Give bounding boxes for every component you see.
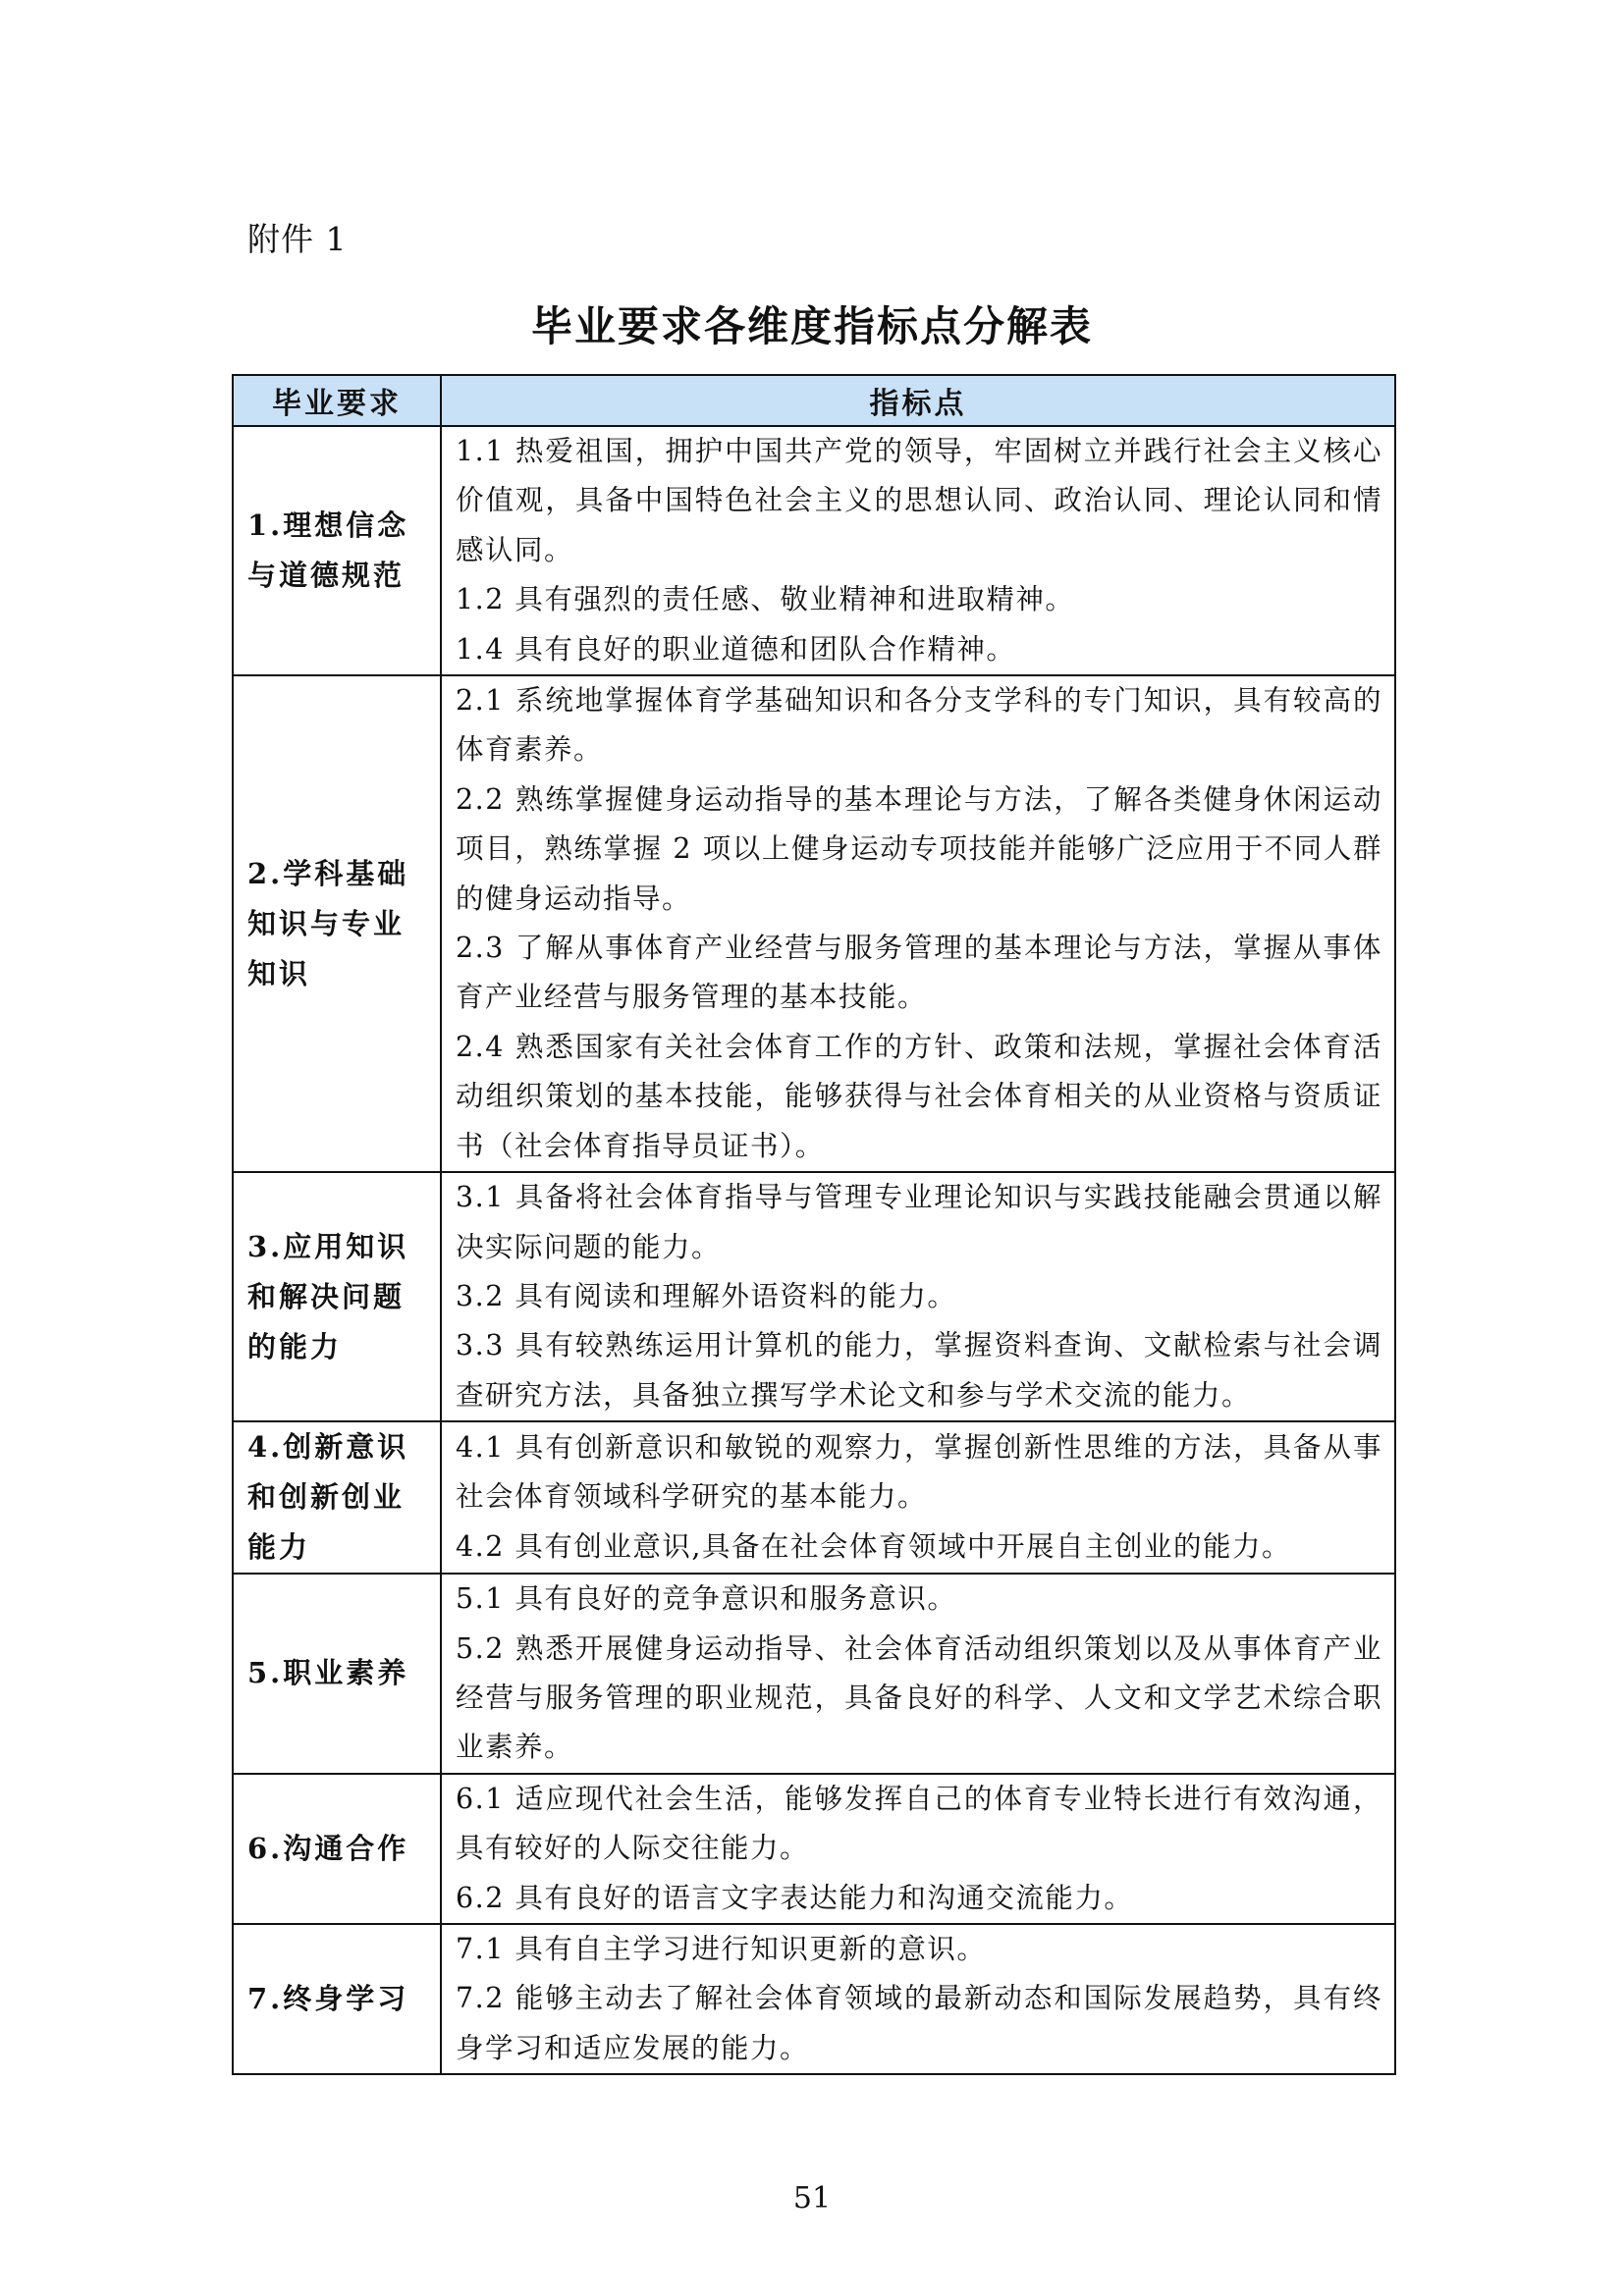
table-row (233, 426, 1395, 675)
header-requirement: 毕业要求 (233, 375, 441, 426)
indicator-point: 2.1 系统地掌握体育学基础知识和各分支学科的专门知识，具有较高的体育素养。 (456, 684, 1382, 767)
requirement-category: 5.职业素养 (233, 1574, 441, 1774)
indicator-point: 3.3 具有较熟练运用计算机的能力，掌握资料查询、文献检索与社会调查研究方法，具备独立撰写学术论文和参与学术交流的能力。 (456, 1329, 1382, 1412)
table-row (233, 1924, 1395, 2074)
indicator-cell (441, 675, 1395, 1172)
requirement-category: 2.学科基础知识与专业知识 (233, 675, 441, 1172)
indicator-point: 6.2 具有良好的语言文字表达能力和沟通交流能力。 (456, 1881, 1134, 1914)
indicator-cell (441, 1574, 1395, 1774)
indicator-point: 7.1 具有自主学习进行知识更新的意识。 (456, 1932, 987, 1965)
table-header-row (233, 375, 1395, 426)
page-title: 毕业要求各维度指标点分解表 (530, 302, 1093, 350)
indicator-point: 3.1 具备将社会体育指导与管理专业理论知识与实践技能融会贯通以解决实际问题的能力。 (456, 1181, 1382, 1263)
indicator-cell (441, 1924, 1395, 2074)
indicator-point: 1.4 具有良好的职业道德和团队合作精神。 (456, 632, 1016, 666)
indicator-point: 5.1 具有良好的竞争意识和服务意识。 (456, 1582, 957, 1616)
table-row (233, 1172, 1395, 1421)
indicator-cell (441, 1774, 1395, 1924)
attachment-label: 附件 1 (247, 220, 348, 258)
indicator-point: 1.2 具有强烈的责任感、敬业精神和进取精神。 (456, 583, 1075, 616)
indicator-cell (441, 1421, 1395, 1574)
indicator-point: 2.3 了解从事体育产业经营与服务管理的基本理论与方法，掌握从事体育产业经营与服务管理的基本技能。 (456, 932, 1382, 1014)
indicator-point: 5.2 熟悉开展健身运动指导、社会体育活动组织策划以及从事体育产业经营与服务管理的职业规范，具备良好的科学、人文和文学艺术综合职业素养。 (456, 1631, 1382, 1764)
table-row (233, 1574, 1395, 1774)
indicator-point: 7.2 能够主动去了解社会体育领域的最新动态和国际发展趋势，具有终身学习和适应发展的能力。 (456, 1982, 1382, 2064)
requirement-category: 4.创新意识和创新创业能力 (233, 1421, 441, 1574)
page-number: 51 (792, 2181, 832, 2216)
indicator-cell (441, 426, 1395, 675)
requirement-category: 7.终身学习 (233, 1924, 441, 2074)
indicator-point: 1.1 热爱祖国，拥护中国共产党的领导，牢固树立并践行社会主义核心价值观，具备中国特色社会主义的思想认同、政治认同、理论认同和情感认同。 (456, 435, 1382, 566)
indicator-point: 4.2 具有创业意识,具备在社会体育领域中开展自主创业的能力。 (456, 1529, 1291, 1563)
indicator-cell (441, 1172, 1395, 1421)
table-row (233, 675, 1395, 1172)
table-row (233, 1774, 1395, 1924)
indicator-point: 6.1 适应现代社会生活，能够发挥自己的体育专业特长进行有效沟通，具有较好的人际交往能力。 (456, 1782, 1382, 1865)
indicator-point: 3.2 具有阅读和理解外语资料的能力。 (456, 1279, 957, 1312)
indicator-point: 2.4 熟悉国家有关社会体育工作的方针、政策和法规，掌握社会体育活动组织策划的基本技能，能够获得与社会体育相关的从业资格与资质证书（社会体育指导员证书）。 (456, 1030, 1382, 1162)
requirement-category: 1.理想信念与道德规范 (233, 426, 441, 675)
table-row (233, 1421, 1395, 1574)
requirements-table (232, 374, 1396, 2075)
header-indicator: 指标点 (441, 375, 1395, 426)
indicator-point: 4.1 具有创新意识和敏锐的观察力，掌握创新性思维的方法，具备从事社会体育领域科学研究的基本能力。 (456, 1431, 1382, 1514)
requirement-category: 6.沟通合作 (233, 1774, 441, 1924)
indicator-point: 2.2 熟练掌握健身运动指导的基本理论与方法，了解各类健身休闲运动项目，熟练掌握 2 项以上健身运动专项技能并能够广泛应用于不同人群的健身运动指导。 (456, 782, 1382, 915)
requirement-category: 3.应用知识和解决问题的能力 (233, 1172, 441, 1421)
